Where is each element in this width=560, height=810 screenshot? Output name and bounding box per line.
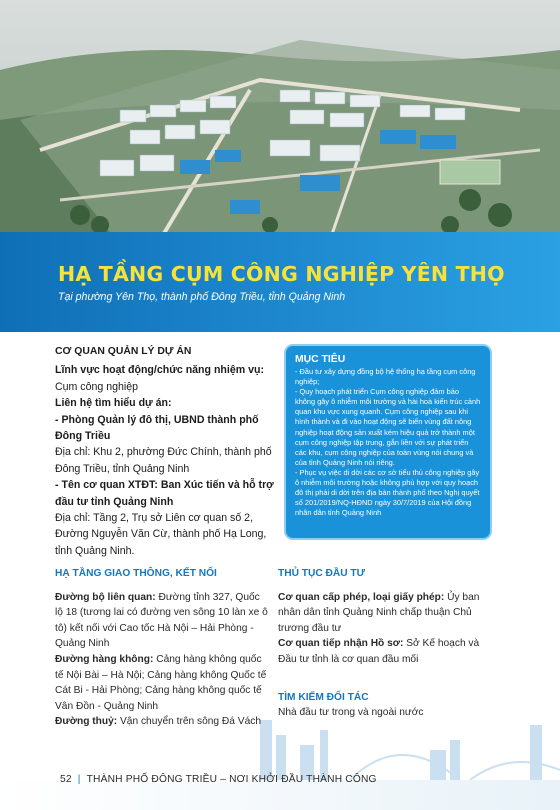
- receiver-label: Cơ quan tiếp nhận Hồ sơ:: [278, 638, 404, 650]
- objectives-heading: MỤC TIÊU: [295, 354, 346, 365]
- objectives-box: [284, 344, 492, 540]
- field-row: [55, 362, 277, 395]
- page-title: HẠ TẦNG CỤM CÔNG NGHIỆP YÊN THỌ: [58, 262, 505, 286]
- management-heading: CƠ QUAN QUẢN LÝ DỰ ÁN: [55, 346, 192, 357]
- office2-name: - Tên cơ quan XTĐT: Ban Xúc tiến và hỗ trợ đầu tư tỉnh Quảng Ninh: [55, 479, 274, 508]
- procedures-heading: THỦ TỤC ĐẦU TƯ: [278, 568, 366, 579]
- license-label: Cơ quan cấp phép, loại giấy phép:: [278, 591, 445, 603]
- water-label: Đường thuỷ:: [55, 716, 118, 728]
- receiver-value: Sở Kế hoạch và Đầu tư tỉnh là cơ quan đầu mối: [278, 638, 480, 665]
- license-value: Ủy ban nhân dân tỉnh Quảng Ninh chấp thuận Chủ trương đầu tư: [278, 591, 480, 634]
- footer: [60, 774, 377, 785]
- objective-item: - Quy hoạch phát triển Cụm công nghiệp đảm bảo không gây ô nhiễm môi trường và hài hoà kiến trúc cảnh quan khu vực xung quanh. Cụm công nghiệp sau khi hình thành và đi vào hoạt động sẽ biến vùng đất nông nghiệp hoạt động sản xuất kém hiệu quả trở thành một cụm công nghiệp tập trung, gắn liền với sự phát triển các khu, cụm công nghiệp của toàn vùng nói chung và của tỉnh Quảng Ninh nói riêng.: [295, 387, 481, 467]
- field-value: Cụm công nghiệp: [55, 380, 139, 393]
- footer-slogan: THÀNH PHỐ ĐÔNG TRIỀU – NƠI KHỞI ĐẦU THÀNH CÔNG: [86, 774, 377, 785]
- road-row: [55, 590, 269, 652]
- page-number: 52: [60, 774, 72, 785]
- office1-address: Địa chỉ: Khu 2, phường Đức Chính, thành phố Đông Triều, tỉnh Quảng Ninh: [55, 446, 272, 475]
- infrastructure-section: [55, 566, 269, 730]
- field-label: Lĩnh vực hoạt động/chức năng nhiệm vụ:: [55, 364, 264, 377]
- contact-label: Liên hệ tìm hiểu dự án:: [55, 397, 172, 410]
- road-value: Đường tỉnh 327, Quốc lộ 18 (tương lai có đường ven sông 10 làn xe ô tô) kết nối với Cao tốc Hà Nội – Hải Phòng - Quảng Ninh: [55, 591, 268, 650]
- footer-separator: |: [77, 774, 81, 785]
- page-subtitle: Tại phường Yên Thọ, thành phố Đông Triều, tỉnh Quảng Ninh: [58, 291, 346, 303]
- partners-value: Nhà đầu tư trong và ngoài nước: [278, 707, 424, 719]
- air-label: Đường hàng không:: [55, 653, 154, 665]
- partners-heading: TÌM KIẾM ĐỐI TÁC: [278, 691, 369, 703]
- water-value: Vận chuyển trên sông Đá Vách: [117, 716, 262, 728]
- road-label: Đường bộ liên quan:: [55, 591, 156, 603]
- management-section: [55, 344, 277, 559]
- procedures-section: [278, 566, 498, 721]
- water-row: [55, 714, 269, 730]
- objective-item: - Đầu tư xây dựng đồng bộ hệ thống hạ tầng cụm công nghiệp;: [295, 367, 476, 387]
- receiver-row: [278, 636, 498, 667]
- objective-item: - Phục vụ việc di dời các cơ sở tiểu thủ công nghiệp gây ô nhiễm môi trường hoặc không phù hợp với quy hoạch đô thị phải di dời trên địa bàn thành phố theo Nghị quyết số 201/2019/NQ-HĐND ngày 30/7/2019 của Hội đồng nhân dân tỉnh Quảng Ninh: [295, 467, 480, 518]
- infrastructure-heading: HẠ TẦNG GIAO THÔNG, KẾT NỐI: [55, 568, 217, 579]
- air-value: Cảng hàng không quốc tế Nội Bài – Hà Nội; Cảng hàng không Quốc tế Cát Bi - Hải Phòng; Cảng hàng không quốc tế Vân Đồn - Quảng Ninh: [55, 653, 267, 712]
- license-row: [278, 590, 498, 637]
- office1-name: - Phòng Quản lý đô thị, UBND thành phố Đông Triều: [55, 413, 259, 443]
- aerial-rendering-image: [0, 0, 560, 245]
- air-row: [55, 652, 269, 714]
- office2-address: Địa chỉ: Tầng 2, Trụ sở Liên cơ quan số 2, Đường Nguyễn Văn Cừ, thành phố Hạ Long, tỉnh Quảng Ninh.: [55, 512, 267, 557]
